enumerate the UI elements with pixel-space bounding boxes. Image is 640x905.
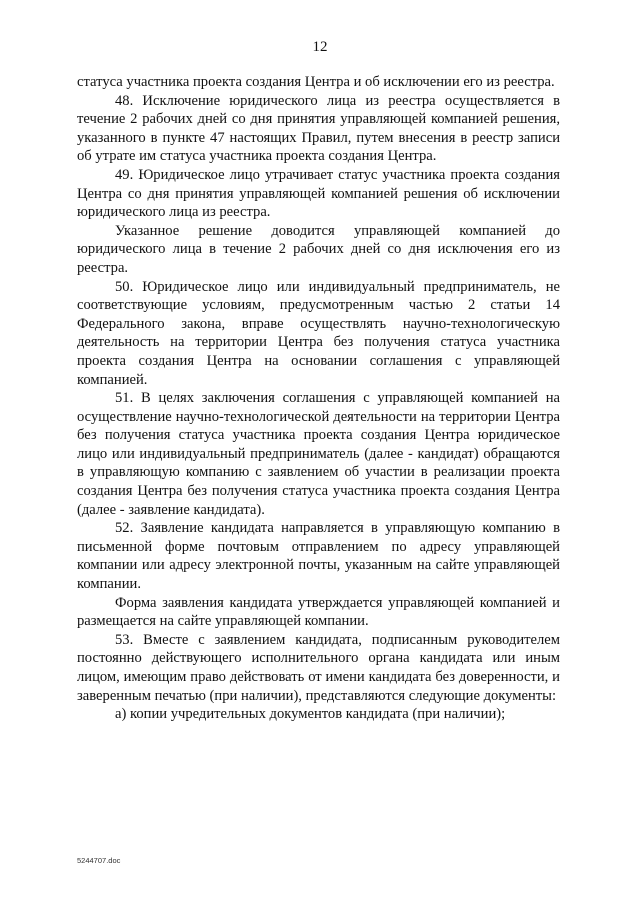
document-body	[77, 73, 560, 724]
paragraph-49-decision: Указанное решение доводится управляющей компанией до юридического лица в течение 2 рабочих дней со дня исключения его из реестра.	[77, 222, 560, 276]
paragraph-48: 48. Исключение юридического лица из реестра осуществляется в течение 2 рабочих дней со дня принятия управляющей компанией решения, указанного в пункте 47 настоящих Правил, путем внесения в реестр записи об утрате им статуса участника проекта создания Центра.	[77, 92, 560, 165]
paragraph-50: 50. Юридическое лицо или индивидуальный предприниматель, не соответствующие условиям, предусмотренным частью 2 статьи 14 Федерального закона, вправе осуществлять научно-технологическую деятельность на территории Центра без получения статуса участника проекта создания Центра на основании соглашения с управляющей компанией.	[77, 278, 560, 388]
paragraph-51: 51. В целях заключения соглашения с управляющей компанией на осуществление научно-технологической деятельности на территории Центра без получения статуса участника проекта создания Центра юридическое лицо или индивидуальный предприниматель (далее - кандидат) обращаются в управляющую компанию с заявлением об участии в реализации проекта создания Центра без получения статуса участника проекта создания Центра (далее - заявление кандидата).	[77, 390, 560, 518]
paragraph-53-item-a: а) копии учредительных документов кандидата (при наличии);	[115, 706, 506, 723]
document-footer-filename: 5244707.doc	[77, 856, 121, 865]
paragraph-53: 53. Вместе с заявлением кандидата, подписанным руководителем постоянно действующего исполнительного органа кандидата или иным лицом, имеющим право действовать от имени кандидата без доверенности, и заверенным печатью (при наличии), представляются следующие документы:	[77, 631, 560, 704]
page-number: 12	[312, 39, 328, 55]
paragraph-49: 49. Юридическое лицо утрачивает статус участника проекта создания Центра со дня принятия управляющей компанией решения об исключении юридического лица из реестра.	[77, 166, 560, 221]
paragraph-52: 52. Заявление кандидата направляется в управляющую компанию в письменной форме почтовым отправлением по адресу управляющей компании или адресу электронной почты, указанным на сайте управляющей компании.	[77, 520, 560, 593]
paragraph-continuation: статуса участника проекта создания Центра и об исключении его из реестра.	[77, 74, 555, 90]
paragraph-52-form: Форма заявления кандидата утверждается управляющей компанией и размещается на сайте управляющей компании.	[77, 594, 560, 630]
